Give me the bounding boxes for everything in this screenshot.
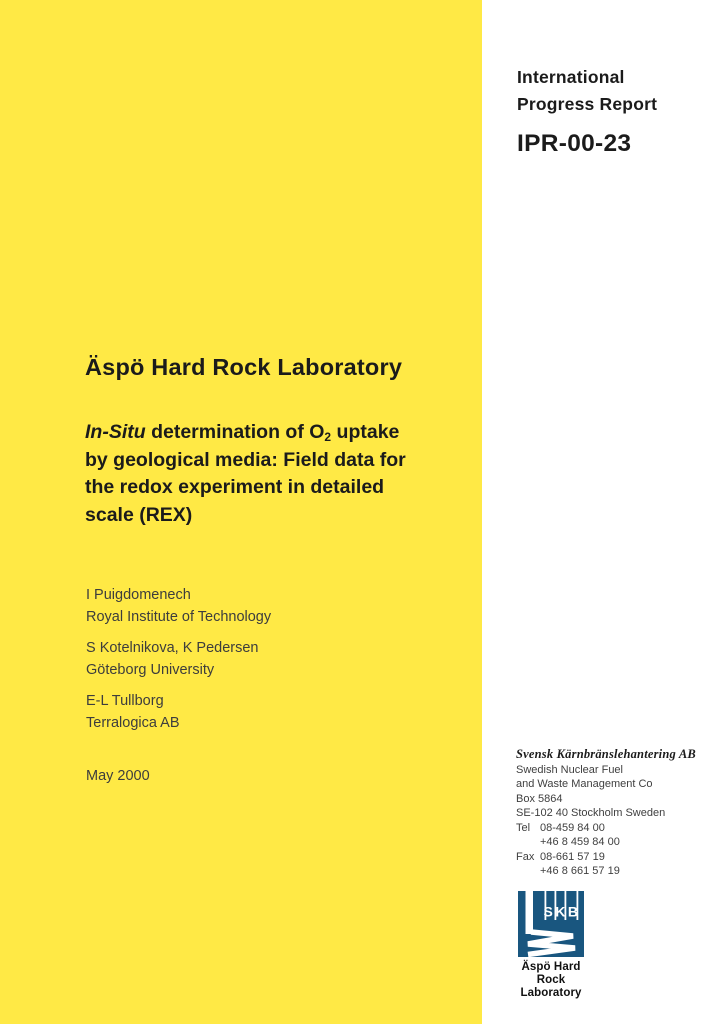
publisher-address-line: SE-102 40 Stockholm Sweden bbox=[516, 807, 666, 819]
author-name: E-L Tullborg bbox=[86, 693, 164, 709]
author-affiliation: Terralogica AB bbox=[86, 715, 180, 731]
author-affiliation: Göteborg University bbox=[86, 662, 215, 678]
fax-number-domestic: 08-661 57 19 bbox=[540, 850, 605, 863]
publisher-block bbox=[516, 747, 721, 879]
report-subtitle bbox=[85, 419, 465, 529]
skb-logo-icon bbox=[518, 891, 584, 957]
subtitle-line3: the redox experiment in detailed bbox=[85, 476, 385, 498]
author-entry bbox=[86, 584, 271, 628]
report-type-line2: Progress Report bbox=[517, 94, 658, 114]
publisher-company-name: Svensk Kärnbränslehantering AB bbox=[516, 747, 696, 761]
fax-number-international: +46 8 661 57 19 bbox=[540, 865, 620, 877]
subtitle-line1 bbox=[85, 419, 465, 447]
report-header bbox=[517, 64, 657, 157]
logo-caption-line1: Äspö Hard Rock bbox=[521, 961, 581, 986]
subtitle-line1-end: uptake bbox=[336, 421, 400, 443]
author-entry bbox=[86, 637, 271, 681]
author-affiliation: Royal Institute of Technology bbox=[86, 609, 272, 625]
subtitle-italic-part: In-Situ bbox=[85, 421, 146, 443]
subtitle-line4: scale (REX) bbox=[85, 503, 193, 526]
fax-label: Fax bbox=[516, 850, 535, 863]
publisher-address-line: Swedish Nuclear Fuel bbox=[516, 763, 623, 776]
report-number: IPR-00-23 bbox=[517, 130, 632, 157]
author-entry bbox=[86, 690, 271, 734]
skb-logo-block bbox=[512, 891, 590, 1000]
author-name: S Kotelnikova, K Pedersen bbox=[86, 640, 259, 656]
subtitle-line2: by geological media: Field data for bbox=[85, 448, 406, 471]
svg-text:SKB: SKB bbox=[543, 903, 581, 920]
subtitle-line1-mid: determination of O bbox=[151, 421, 325, 443]
authors-list bbox=[86, 584, 271, 734]
publisher-address-line: Box 5864 bbox=[516, 792, 563, 805]
tel-number-international: +46 8 459 84 00 bbox=[540, 836, 620, 848]
author-name: I Puigdomenech bbox=[86, 587, 191, 603]
subtitle-subscript: 2 bbox=[324, 430, 332, 444]
publisher-tel-row bbox=[516, 821, 721, 836]
publisher-address-line: and Waste Management Co bbox=[516, 778, 653, 790]
tel-number-domestic: 08-459 84 00 bbox=[540, 821, 605, 834]
publication-date: May 2000 bbox=[86, 768, 150, 784]
report-type-label bbox=[517, 64, 657, 118]
tel-label: Tel bbox=[516, 821, 531, 834]
publisher-fax-row bbox=[516, 850, 721, 865]
report-type-line1: International bbox=[517, 67, 625, 87]
logo-caption-line2: Laboratory bbox=[520, 987, 582, 999]
logo-caption bbox=[512, 961, 590, 1000]
page-title: Äspö Hard Rock Laboratory bbox=[85, 354, 403, 380]
